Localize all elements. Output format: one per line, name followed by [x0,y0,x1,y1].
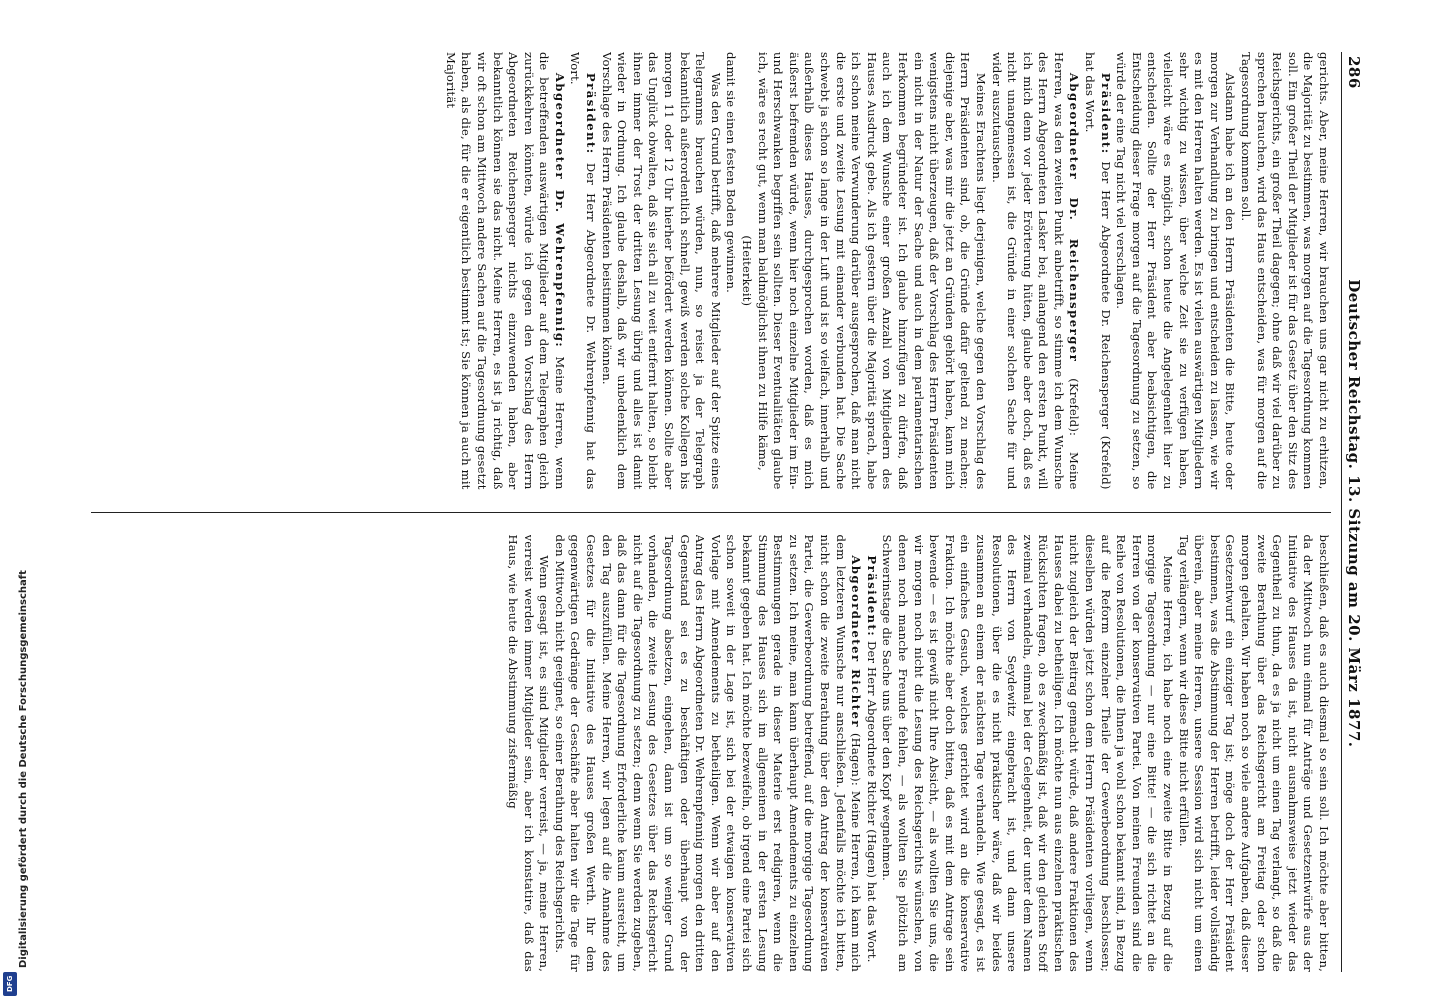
speech-text: Der Herr Abgeordnete Dr. Reichensperger (Krefeld) hat das Wort. [1083,52,1113,490]
speaker-paragraph [863,535,879,973]
speech-text: (Hagen): Meine Herren, ich kann mich dem letzteren Wunsche nur anschließen. Jedenfalls möchte ich bitten, nicht schon die zweite Berathung über den Antrag der konservativen Partei, die Gewerbeordnung betreffend, auf die morgige Tagesordnung zu setzen. Ich meine, man kann überhaupt Amendements zu einzelnen Bestimmungen gerade in dieser Materie erst redigiren, wenn die Stimmung des Hauses sich im allgemeinen in der ersten Lesung bekannt gegeben hat. Ich möchte bezweifeln, ob irgend eine Partei sich schon soweit in der Lage ist, sich bei der etwaigen konservativen Vorlage mit Amendements zu betheiligen. Wenn wir aber auf den Antrag des Herrn Abgeordneten Dr. Wehrenpfennig morgen den dritten Gegenstand sei es zu beschäftigen oder überhaupt von der Tagesordnung absetzen, eingehen, dann ist um so weniger Grund vorhanden, die zweite Lesung des Gesetzes über das Reichsgericht nicht auf die Tagesordnung zu setzen; denn wenn Sie werden zugeben, daß das dann für die Tagesordnung Erforderliche kaum ausreicht, um den Tag auszufüllen. Meine Herren, wir legen auf die Annahme des Gesetzes für die Initiative des Hauses großen Werth. Ihr dem gegenwärtigen Gedränge der Geschäfte aber halten wir die Tage für den Mittwoch nicht geeignet, so einer Berathung des Reichsgerichts. [552,534,864,972]
interjection: (Heiterkeit) [740,235,755,307]
speaker-label: Präsident: [584,72,599,155]
speech-text: (Krefeld): Meine Herren, was den zweiten Punkt anbetrifft, so stimme ich dem Wunsche des Herrn Abgeordneten Lasker bei, anlangend den ersten Punkt, will ich mich denn vor jeder Erörterung hüten, glaube aber doch, daß es nicht unangemessen ist, die Gründe in einer solchen Sache für und wider auszutauschen. [989,52,1082,490]
paragraph: gerichts. Aber, meine Herren, wir brauchen uns gar nicht zu erhitzen, die Majorität zu bestimmen, was morgen auf die Tagesordnung kommen soll. Ein großer Theil der Mitglieder ist für das Gesetz über den Sitz des Reichsgerichts, ein großer Theil dagegen; ohne daß wir viel darüber zu sprechen brauchen, wird das Haus entscheiden, was für morgen auf die Tagesordnung kommen soll. [1239,52,1331,490]
page-title: Deutscher Reichstag. 13. Sitzung am 20. März 1877. [1345,279,1363,748]
speaker-paragraph [567,52,598,490]
text-columns [91,52,1341,972]
page-header [1341,52,1375,972]
column-divider [91,512,1331,513]
speech-text: Der Herr Abgeordnete Dr. Wehrenpfennig hat das Wort. [568,52,599,490]
speaker-paragraph [1082,52,1113,490]
rotated-page-content [75,52,1375,972]
digitisation-footer [0,0,29,1000]
digitisation-note: Digitalisierung gefördert durch die Deutsche Forschungsgemeinschaft [18,570,29,968]
speaker-paragraph [988,52,1082,490]
paragraph: Meines Erachtens liegt derjenigen, welche gegen den Vorschlag des Herrn Präsidenten sind, ob, die Gründe dafür geltend zu machen; diejenige aber, was mir die jetzt an Gründen gehört haben, kann mich wenigstens nicht überzeugen, daß der Vorschlag des Herrn Präsidenten ein nicht in der Natur der Sache und auch in dem parlamentarischen Herkommen begründeter ist. Ich glaube hinzufügen zu dürfen, daß auch ich dem Wunsche einer großen Anzahl von Mitgliedern des Hauses Ausdruck gebe. Als ich gestern über die Majorität sprach, habe ich schon meine Verwunderung darüber ausgesprochen, daß man nicht die erste und zweite Lesung mit einander verbunden hat. Die Sache schwebt ja schon so lange in der Luft und ist so vielfach, innerhalb und außerhalb dieses Hauses, durchgesprochen worden, daß es mich äußerst befremden würde, wenn hier noch einzelne Mitglieder im Ein- und Herschwanken begriffen sein sollten. Dieser Eventualitäten glaube ich, wäre es recht gut, wenn man baldmöglichst ihnen zu Hilfe käme, [755,52,988,490]
paragraph: Alsdann habe ich an den Herrn Präsidenten die Bitte, heute oder morgen zur Verhandlung zu bringen und entscheiden zu lassen, wie wir es mit den Herren halten werden. Es ist vielen auswärtigen Mitgliedern sehr wichtig zu wissen, über welche Zeit sie zu verfügen haben, vielleicht wäre es möglich, schon heute die Angelegenheit hier zu entscheiden. Sollte der Herr Präsident aber beabsichtigen, die Entscheidung dieser Frage morgen auf die Tagesordnung zu setzen, so würde der eine Tag nicht viel verschlagen. [1114,52,1238,490]
speech-text: Der Herr Abgeordnete Richter (Hagen) hat das Wort. [864,641,879,963]
speech-text: Meine Herren, wenn die betreffenden auswärtigen Mitglieder auf dem Telegraphen gleich zurückkehren könnten, würde ich gegen den Vorschlag des Herrn Abgeordneten Reichensperger nichts einzuwenden haben, aber bekanntlich können sie das nicht. Meine Herren, es ist ja richtig, daß wir oft schon am Mittwoch andere Sachen auf die Tagesordnung gesetzt haben, als die, für die er eigentlich bestimmt ist; Sie können ja auch mit Majorität [443,52,567,490]
speaker-paragraph [551,535,863,973]
speaker-paragraph [442,52,567,490]
speaker-label: Abgeordneter Dr. Wehrenpfennig: [552,72,567,349]
paragraph: Was den Grund betrifft, daß mehrere Mitglieder auf der Spitze eines Telegramms brauchen würden, nun, so reiset ja der Telegraph bekanntlich außerordentlich schnell, gewiß werden solche Kollegen bis morgen 11 oder 12 Uhr hierher befördert werden können. Sollte aber das Unglück obwalten, daß sie sich all zu weit entfernt halten, so bleibt ihnen immer der Trost der dritten Lesung übrig und alles ist damit wieder in Ordnung. Ich glaube deshalb, daß wir unbedenklich dem Vorschlage des Herrn Präsidenten beistimmen können. [599,52,723,490]
page-number: 286 [1345,56,1363,89]
paragraph: damit sie einen festen Boden gewinnen. [724,52,739,293]
paragraph: beschließen, daß es auch diesmal so sein soll. Ich möchte aber bitten, da der Mittwoch nun einmal für Anträge und Gesetzentwürfe aus der Initiative des Hauses da ist, nicht ausnahmsweise jetzt wieder das Gegentheil zu thun, da es ja nicht um einen Tag verlangt, so daß die zweite Berathung über das Reichsgericht am Freitag oder schon morgen gehalten. Wir haben noch so viele andere Aufgaben, daß dieser Gesetzentwurf ein einziger Tag ist; möge doch der Herr Präsident bestimmen, was die Abstimmung der Herren betrifft, leider vollständig überein, aber meine Herren, unsere Session wird sich nicht um einen Tag verlängern, wenn wir diese Bitte nicht erfüllen. [1176,534,1331,972]
paragraph: Meine Herren, ich habe noch eine zweite Bitte in Bezug auf die morgige Tagesordnung — nur eine Bitte! — die sich richtet an die Herren von der konservativen Partei. Von meinen Freunden sind die Reihe von Resolutionen, die Ihnen ja wohl schon bekannt sind, in Bezug auf die Reform einzelner Theile der Gewerbeordnung beschlossen; dieselben würden jetzt schon dem Herrn Präsidenten vorliegen, wenn nicht zugleich der Beitrag gemacht würde, daß andere Fraktionen des Hauses dabei zu betheiligen. Ich möchte nun aus einzelnen praktischen Rücksichten fragen, ob es zweckmäßig ist, daß wir den gleichen Stoff zweimal verhandeln, einmal bei der Gelegenheit, der unter dem Namen des Herrn von Seydewitz eingebracht ist, und dann unsere Resolutionen, über die es nicht praktischer wäre, daß wir beides zusammen an einem der nächsten Tage verhandeln. Wie gesagt, es ist ein einfaches Gesuch, welches gerichtet wird an die konservative Fraktion. Ich möchte aber doch bitten, daß es mit dem Antrage sein bewende — es ist gewiß nicht Ihre Absicht, — als wollten Sie uns, die wir morgen noch nicht die Lesung des Reichsgerichts wünschen, von denen noch manche Freunde fehlen, — als wollten Sie plötzlich am Schwerinstage die Sache uns über den Kopf wegnehmen. [880,534,1176,972]
speaker-label: Präsident: [1098,72,1113,155]
speaker-label: Abgeordneter Dr. Reichensperger [1067,72,1082,363]
left-column [91,52,1331,490]
paragraph: Wenn gesagt ist, es sind Mitglieder verreist, — ja, meine Herren, verreist werden immer Mitglieder sein, aber ich konstatire, daß das Haus, wie heute die Abstimmung zisfermäßig [506,534,552,972]
speaker-label: Präsident: [864,555,879,638]
dfg-logo-icon: DFG [3,972,17,996]
right-column [91,535,1331,973]
speaker-label: Abgeordneter Richter [849,555,864,729]
